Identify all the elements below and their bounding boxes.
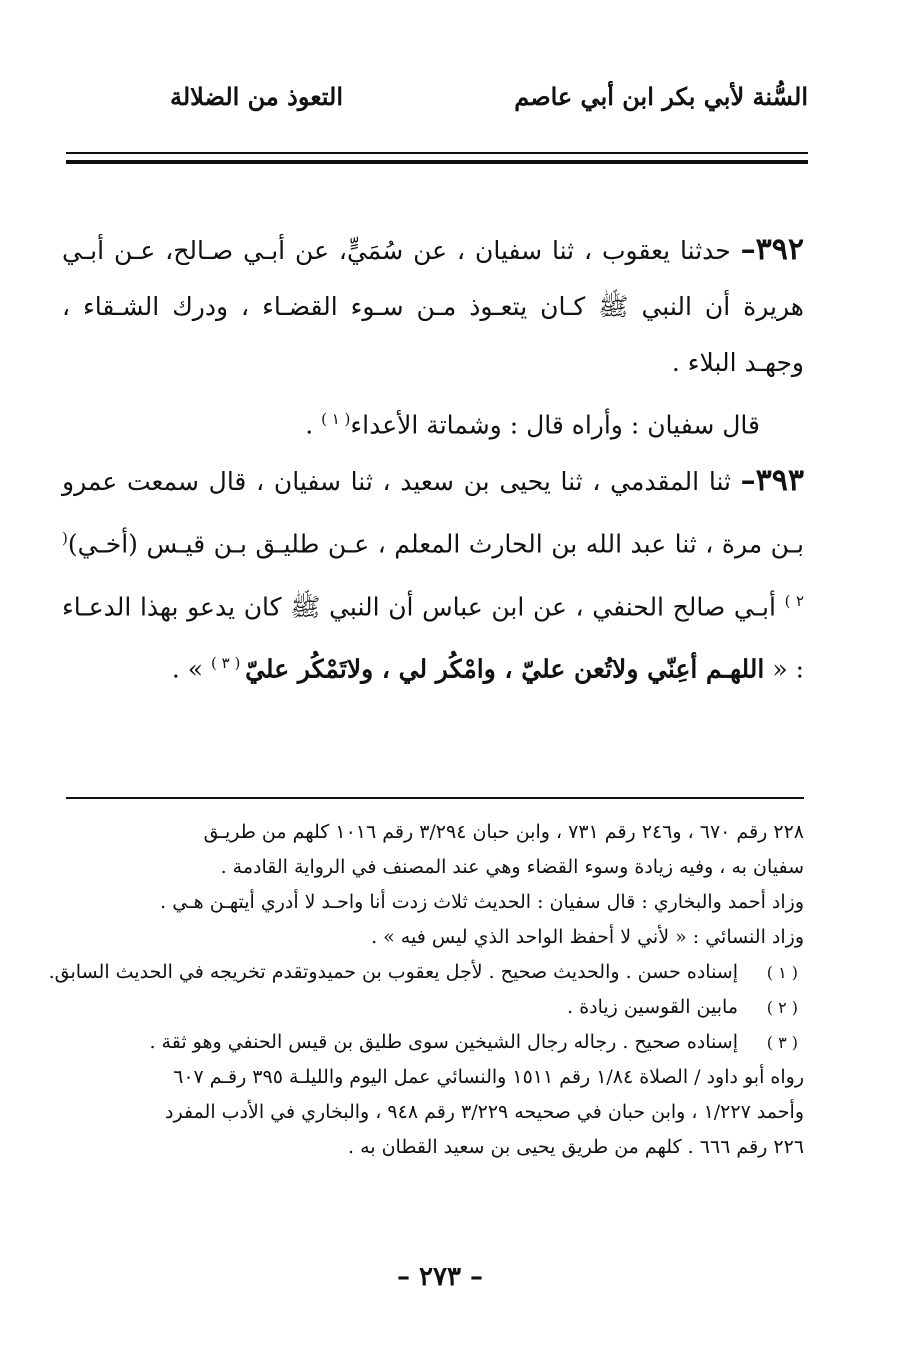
footnote-1-text: إسناده حسن . والحديث صحيح . لأجل يعقوب بن حميدوتقدم تخريجه في الحديث السابق. bbox=[48, 961, 738, 983]
hadith-393-end: » . bbox=[171, 654, 211, 684]
footnote-1 bbox=[48, 955, 804, 990]
footnote-1-mark: ( ١ ) bbox=[766, 963, 798, 982]
hadith-number-392: ٣٩٢– bbox=[740, 232, 804, 267]
footnote-3-text: إسناده صحيح . رجاله رجال الشيخين سوى طليق بن قيس الحنفي وهو ثقة . bbox=[149, 1031, 738, 1053]
hadith-393-text-b: أبـي صالح الحنفي ، عن ابن عباس أن النبي ﷺ كان يدعو بهذا الدعـاء : « bbox=[62, 591, 804, 684]
book-title: السُّنة لأبي بكر ابن أبي عاصم bbox=[514, 82, 808, 111]
footnote-3-line: رواه أبو داود / الصلاة ١/٨٤ رقم ١٥١١ والنسائي عمل اليوم والليلـة ٣٩٥ رقـم ٦٠٧ bbox=[173, 1066, 804, 1088]
footnote-ref-2: ( ٢ ) bbox=[62, 529, 804, 610]
chapter-title: التعوذ من الضلالة bbox=[170, 82, 344, 111]
hadith-393-text-a: ثنا المقدمي ، ثنا يحيى بن سعيد ، ثنا سفيان ، قال سمعت عمرو بـن مرة ، ثنا عبد الله بن الحارث المعلم ، عـن طليـق بـن قيـس (أخـي) bbox=[62, 467, 804, 559]
footnote-2-text: مابين القوسين زيادة . bbox=[567, 996, 738, 1018]
hadith-392-text: حدثنا يعقوب ، ثنا سفيان ، عن سُمَيٍّ، عن أبـي صـالح، عـن أبـي هريرة أن النبي ﷺ كـان يتعـوذ مـن سـوء القضـاء ، ودرك الشـقاء ، وجهـد البلاء . bbox=[62, 236, 804, 377]
footnote-2 bbox=[62, 990, 804, 1025]
main-text bbox=[62, 222, 804, 697]
hadith-393 bbox=[62, 453, 804, 697]
footnote-ref-1: ( ١ ) bbox=[321, 410, 351, 428]
footnote-3-line: وأحمد ١/٢٢٧ ، وابن حبان في صحيحه ٣/٢٢٩ رقم ٩٤٨ ، والبخاري في الأدب المفرد bbox=[165, 1101, 804, 1123]
page-header bbox=[66, 82, 808, 122]
footnote-ref-3: ( ٣ ) bbox=[211, 653, 246, 672]
header-rule-thick bbox=[66, 160, 808, 164]
footnotes bbox=[48, 815, 804, 1165]
addition-end: . bbox=[305, 410, 322, 440]
footnote-continuation-line: ٢٢٨ رقم ٦٧٠ ، و٢٤٦ رقم ٧٣١ ، وابن حبان ٣/٢٩٤ رقم ١٠١٦ كلهم من طريـق bbox=[203, 821, 804, 843]
hadith-392 bbox=[62, 222, 804, 391]
footnote-3-line: ٢٢٦ رقم ٦٦٦ . كلهم من طريق يحيى بن سعيد القطان به . bbox=[348, 1136, 804, 1158]
page-number: – ٢٧٣ – bbox=[396, 1262, 484, 1292]
header-rule-thin bbox=[66, 152, 808, 154]
addition-text: قال سفيان : وأراه قال : وشماتة الأعداء bbox=[350, 410, 760, 440]
footnote-2-mark: ( ٢ ) bbox=[766, 998, 798, 1017]
hadith-number-393: ٣٩٣– bbox=[740, 463, 804, 499]
footnote-separator bbox=[66, 797, 804, 799]
footnote-3 bbox=[62, 1025, 804, 1060]
dua-text: اللهـم أعِنّي ولاتُعن عليّ ، وامْكُر لي ، ولاتَمْكُر عليّ bbox=[245, 654, 765, 684]
footnote-continuation-line: وزاد أحمد والبخاري : قال سفيان : الحديث ثلاث زدت أنا واحـد لا أدري أيتهـن هـي . bbox=[160, 891, 804, 913]
footnote-continuation-line: وزاد النسائي : « لأني لا أحفظ الواحد الذي ليس فيه » . bbox=[371, 926, 804, 948]
footnote-3-mark: ( ٣ ) bbox=[766, 1033, 798, 1052]
hadith-392-addition bbox=[62, 391, 804, 453]
footnote-continuation-line: سفيان به ، وفيه زيادة وسوء القضاء وهي عند المصنف في الرواية القادمة . bbox=[220, 856, 804, 878]
